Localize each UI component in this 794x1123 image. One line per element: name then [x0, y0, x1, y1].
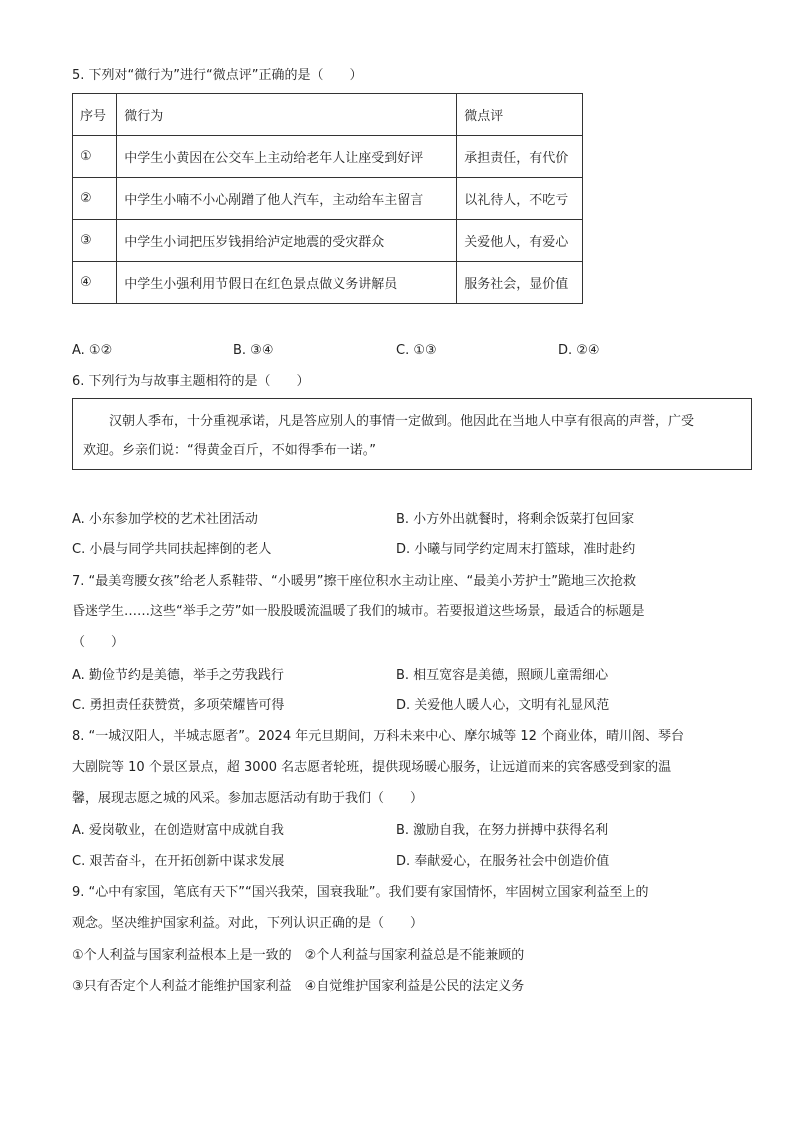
- q9-item-line: ①个人利益与国家利益根本上是一致的 ②个人利益与国家利益总是不能兼顾的: [72, 948, 525, 963]
- q7-stem-line: （ ）: [72, 635, 125, 650]
- q5-option-a: A. ①②: [72, 343, 113, 358]
- q5-option-c: C. ①③: [396, 343, 437, 358]
- q6-stem: 6. 下列行为与故事主题相符的是（ ）: [72, 374, 310, 389]
- q6-option-d: D. 小曦与同学约定周末打篮球，准时赴约: [396, 542, 636, 557]
- q6-option-c: C. 小晨与同学共同扶起摔倒的老人: [72, 542, 272, 557]
- q7-option-a: A. 勤俭节约是美德，举手之劳我践行: [72, 668, 284, 683]
- q8-option-b: B. 激励自我，在努力拼搏中获得名利: [396, 823, 609, 838]
- table-cell: 中学生小强利用节假日在红色景点做义务讲解员: [117, 262, 457, 304]
- q5-option-d: D. ②④: [558, 343, 600, 358]
- q7-option-c: C. 勇担责任获赞赏，多项荣耀皆可得: [72, 698, 285, 713]
- q6-story-box: [72, 398, 752, 470]
- table-cell: 以礼待人，不吃亏: [457, 178, 583, 220]
- table-row: [73, 136, 583, 178]
- table-cell: ④: [73, 262, 117, 304]
- q5-table: [72, 93, 583, 304]
- q8-option-d: D. 奉献爱心，在服务社会中创造价值: [396, 854, 610, 869]
- table-cell: ①: [73, 136, 117, 178]
- q9-stem-line: 9. “心中有家国，笔底有天下”“国兴我荣，国衰我耻”。我们要有家国情怀，牢固树立国家利益至上的: [72, 885, 649, 900]
- q8-option-c: C. 艰苦奋斗，在开拓创新中谋求发展: [72, 854, 285, 869]
- table-cell: ②: [73, 178, 117, 220]
- table-cell: 承担责任，有代价: [457, 136, 583, 178]
- q5-stem: 5. 下列对“微行为”进行“微点评”正确的是（ ）: [72, 68, 363, 83]
- q7-option-b: B. 相互宽容是美德，照顾儿童需细心: [396, 668, 609, 683]
- q7-stem-line: 昏迷学生……这些“举手之劳”如一股股暖流温暖了我们的城市。若要报道这些场景，最适合的标题是: [72, 604, 645, 619]
- q6-story-line: 欢迎。乡亲们说：“得黄金百斤，不如得季布一诺。”: [83, 443, 376, 458]
- q6-story-line: 汉朝人季布，十分重视承诺，凡是答应别人的事情一定做到。他因此在当地人中享有很高的声誉，广受: [109, 414, 695, 429]
- table-cell: ③: [73, 220, 117, 262]
- q5-option-b: B. ③④: [233, 343, 274, 358]
- q8-option-a: A. 爱岗敬业，在创造财富中成就自我: [72, 823, 284, 838]
- table-cell: 中学生小黄因在公交车上主动给老年人让座受到好评: [117, 136, 457, 178]
- q6-option-b: B. 小方外出就餐时，将剩余饭菜打包回家: [396, 512, 635, 527]
- table-header-row: [73, 94, 583, 136]
- q8-stem-line: 馨，展现志愿之城的风采。参加志愿活动有助于我们（ ）: [72, 791, 424, 806]
- q9-item-line: ③只有否定个人利益才能维护国家利益 ④自觉维护国家利益是公民的法定义务: [72, 979, 525, 994]
- q6-option-a: A. 小东参加学校的艺术社团活动: [72, 512, 258, 527]
- q7-stem-line: 7. “最美弯腰女孩”给老人系鞋带、“小暖男”擦干座位积水主动让座、“最美小芳护士”跪地三次抢救: [72, 574, 636, 589]
- q8-stem-line: 8. “一城汉阳人，半城志愿者”。2024 年元旦期间，万科未来中心、摩尔城等 12 个商业体，晴川阁、琴台: [72, 729, 685, 744]
- table-row: [73, 178, 583, 220]
- q8-stem-line: 大剧院等 10 个景区景点，超 3000 名志愿者轮班，提供现场暖心服务，让远道而来的宾客感受到家的温: [72, 760, 672, 775]
- table-cell: 关爱他人，有爱心: [457, 220, 583, 262]
- table-cell: 服务社会，显价值: [457, 262, 583, 304]
- q9-stem-line: 观念。坚决维护国家利益。对此，下列认识正确的是（ ）: [72, 916, 424, 931]
- table-cell: 中学生小喃不小心剐蹭了他人汽车，主动给车主留言: [117, 178, 457, 220]
- table-header-cell: 微点评: [457, 94, 583, 136]
- table-row: [73, 262, 583, 304]
- q7-option-d: D. 关爱他人暖人心，文明有礼显风范: [396, 698, 610, 713]
- table-cell: 中学生小词把压岁钱捐给泸定地震的受灾群众: [117, 220, 457, 262]
- table-header-cell: 序号: [73, 94, 117, 136]
- table-row: [73, 220, 583, 262]
- table-header-cell: 微行为: [117, 94, 457, 136]
